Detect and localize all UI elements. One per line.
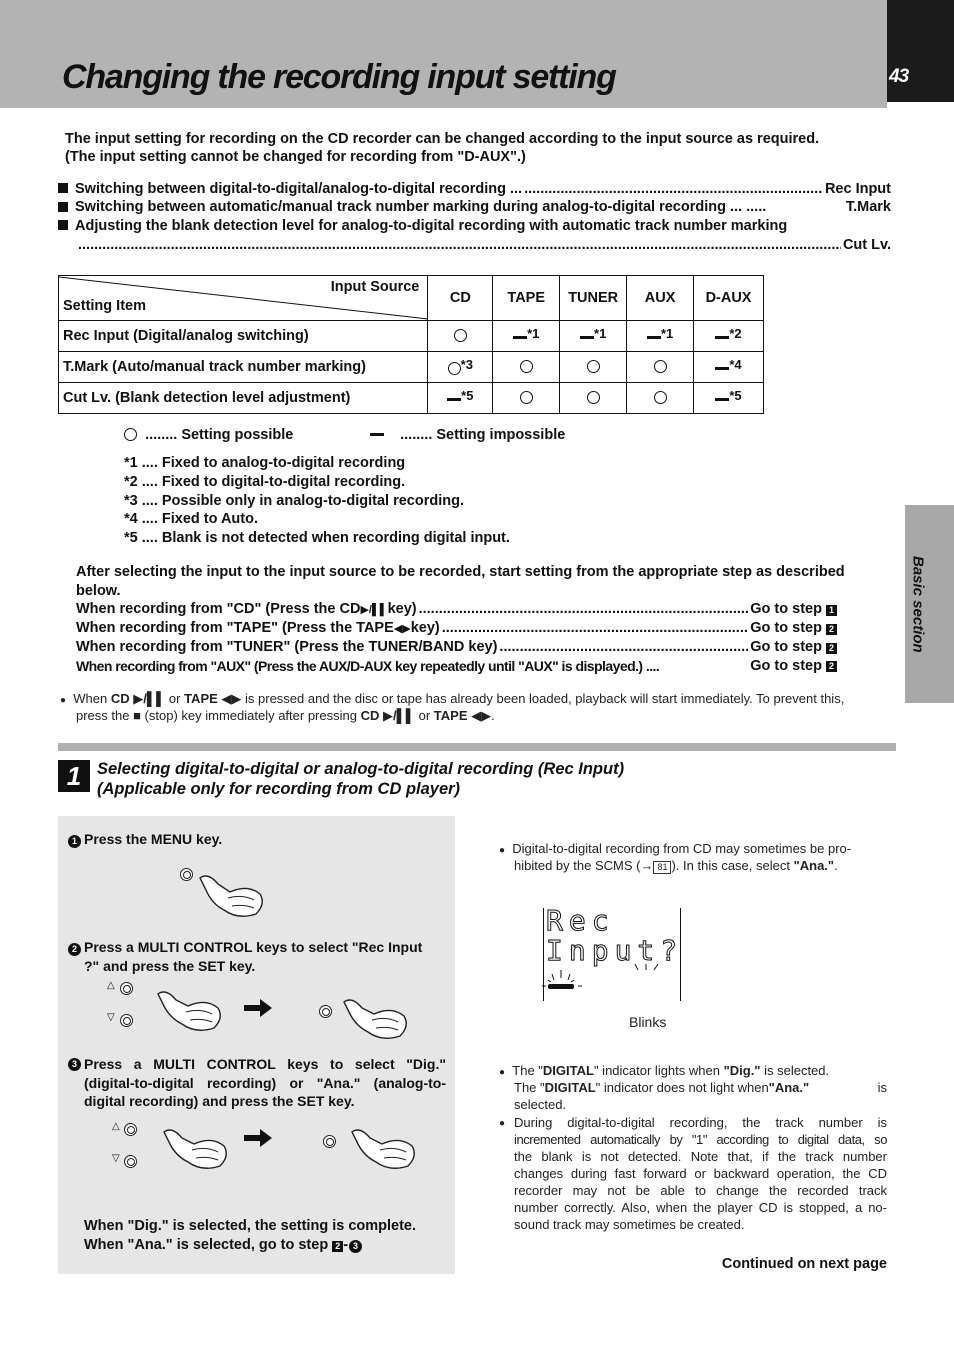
circle-icon bbox=[454, 329, 467, 342]
goto-tuner: When recording from "TUNER" (Press the TUNER/BAND key) ..... Go to step 2 bbox=[76, 639, 837, 655]
cell-footnote-ref: *4 bbox=[729, 357, 742, 372]
cell-footnote-ref: *5 bbox=[729, 388, 742, 403]
table-row bbox=[59, 352, 764, 383]
pressing-hand-icon bbox=[350, 1124, 420, 1170]
intro-line-1: The input setting for recording on the CD recorder can be changed according to the input source as required. bbox=[65, 131, 820, 147]
page-title: Changing the recording input setting bbox=[62, 58, 616, 96]
step-number-badge: 2 bbox=[332, 1241, 343, 1252]
dash-icon bbox=[715, 367, 729, 370]
circle-icon bbox=[520, 391, 533, 404]
table-cell bbox=[428, 383, 493, 414]
cell-footnote-ref: *1 bbox=[594, 326, 607, 341]
table-cell bbox=[493, 321, 560, 352]
column-header: AUX bbox=[627, 276, 694, 321]
table-cell bbox=[560, 321, 627, 352]
row-label: T.Mark (Auto/manual track number marking) bbox=[59, 352, 428, 383]
scms-note-line-1: ● Digital-to-digital recording from CD may sometimes be pro- bbox=[499, 841, 852, 856]
step-circle-number: 3 bbox=[349, 1240, 362, 1253]
table-row bbox=[59, 383, 764, 414]
down-triangle-icon: ▽ bbox=[112, 1153, 120, 1164]
settings-table bbox=[58, 275, 764, 414]
pressing-hand-icon bbox=[198, 870, 268, 920]
goto-aux: When recording from "AUX" (Press the AUX/D-AUX key repeatedly until "AUX" is displayed.) .... Go to step 2 bbox=[76, 658, 837, 674]
pressing-hand-icon bbox=[162, 1124, 232, 1170]
lcd-text: Rec Input? bbox=[546, 904, 684, 967]
circle-icon bbox=[654, 360, 667, 373]
column-header: D-AUX bbox=[694, 276, 764, 321]
arrow-right-icon bbox=[244, 1128, 274, 1148]
table-cell bbox=[493, 352, 560, 383]
corner-input-source: Input Source bbox=[330, 279, 420, 295]
step-title: Selecting digital-to-digital or analog-to-digital recording (Rec Input) (Applicable only for recording from CD player) bbox=[97, 760, 625, 798]
track-note-bullet: ● bbox=[499, 1118, 506, 1129]
up-triangle-icon: △ bbox=[112, 1121, 120, 1132]
digital-note-line-2: The " DIGITAL " indicator does not light when "Ana." is bbox=[514, 1080, 887, 1095]
dash-icon bbox=[580, 336, 594, 339]
bullet-square-icon bbox=[58, 220, 68, 230]
column-header: CD bbox=[428, 276, 493, 321]
dash-icon bbox=[370, 433, 384, 436]
arrow-right-icon bbox=[244, 998, 274, 1018]
table-cell bbox=[627, 321, 694, 352]
legend-possible: ........ Setting possible bbox=[124, 427, 293, 443]
step-circle-number: 1 bbox=[68, 835, 81, 848]
circle-icon bbox=[654, 391, 667, 404]
dash-icon bbox=[647, 336, 661, 339]
table-row bbox=[59, 321, 764, 352]
side-tab-label: Basic section bbox=[909, 555, 927, 653]
column-header: TAPE bbox=[493, 276, 560, 321]
table-cell bbox=[694, 352, 764, 383]
footnote: *4 .... Fixed to Auto. bbox=[124, 511, 258, 527]
circle-icon bbox=[520, 360, 533, 373]
page-reference: 81 bbox=[653, 861, 671, 874]
table-cell bbox=[560, 352, 627, 383]
instruction-step-1: 1 Press the MENU key. bbox=[68, 831, 222, 848]
completion-line-2: When "Ana." is selected, go to step 2 - 3 bbox=[84, 1237, 365, 1253]
intro-line-2: (The input setting cannot be changed for recording from "D-AUX".) bbox=[65, 149, 526, 165]
table-cell bbox=[428, 352, 493, 383]
table-cell bbox=[627, 352, 694, 383]
after-select-line-1: After selecting the input to the input source to be recorded, start setting from the appropriate step as described bbox=[76, 564, 845, 580]
multi-control-up-key-icon bbox=[124, 1123, 137, 1136]
table-cell bbox=[694, 383, 764, 414]
down-triangle-icon: ▽ bbox=[107, 1012, 115, 1023]
table-cell bbox=[428, 321, 493, 352]
cell-footnote-ref: *1 bbox=[527, 326, 540, 341]
step-number-badge: 2 bbox=[826, 643, 837, 654]
continued-label: Continued on next page bbox=[721, 1256, 887, 1272]
footnote: *2 .... Fixed to digital-to-digital recording. bbox=[124, 474, 406, 490]
table-cell bbox=[694, 321, 764, 352]
row-label: Rec Input (Digital/analog switching) bbox=[59, 321, 428, 352]
multi-control-down-key-icon bbox=[124, 1155, 137, 1168]
circle-icon bbox=[587, 360, 600, 373]
bullet-rec-input: Switching between digital-to-digital/analog-to-digital recording ... ..... Rec Input bbox=[58, 181, 891, 197]
digital-note-line-1: ● The "DIGITAL" indicator lights when "Dig." is selected. bbox=[499, 1063, 830, 1078]
instruction-step-2: 2 Press a MULTI CONTROL keys to select "Rec Input ?" and press the SET key. bbox=[68, 938, 422, 975]
circle-icon bbox=[587, 391, 600, 404]
track-note: During digital-to-digital recording, the track number is incremented automatically by "1" according to digital data, so the blank is not detected. Note that, if the track number changes during fast forward or backward operation, the CD recorder may not be able to change the recorded track number correctly. Also, when the player CD is stopped, a no- sound track may sometimes be created. bbox=[514, 1115, 887, 1232]
instruction-step-3: 3 Press a MULTI CONTROL keys to select "Dig." (digital-to-digital recording) or "Ana." (analog-to- digital recording) and press the SET key. bbox=[68, 1055, 446, 1111]
pressing-hand-icon bbox=[342, 994, 412, 1040]
dash-icon bbox=[715, 336, 729, 339]
table-cell bbox=[560, 383, 627, 414]
footnote: *5 .... Blank is not detected when recording digital input. bbox=[124, 530, 510, 546]
dash-icon bbox=[447, 398, 461, 401]
multi-control-up-key-icon bbox=[120, 982, 133, 995]
up-triangle-icon: △ bbox=[107, 980, 115, 991]
step-number-badge: 2 bbox=[826, 661, 837, 672]
legend-impossible: ........ Setting impossible bbox=[370, 427, 565, 443]
step-circle-number: 3 bbox=[68, 1058, 81, 1071]
blinks-label: Blinks bbox=[629, 1014, 667, 1030]
blink-indicator-icon bbox=[540, 964, 680, 998]
goto-tape: When recording from "TAPE" (Press the TAPE ◀▶ key) ..... Go to step 2 bbox=[76, 620, 837, 636]
dash-icon bbox=[715, 398, 729, 401]
completion-line-1: When "Dig." is selected, the setting is complete. bbox=[84, 1218, 417, 1234]
circle-icon bbox=[448, 362, 461, 375]
cell-footnote-ref: *3 bbox=[460, 357, 473, 372]
dash-icon bbox=[513, 336, 527, 339]
footnote: *1 .... Fixed to analog-to-digital recording bbox=[124, 455, 406, 471]
menu-key-icon bbox=[180, 868, 193, 881]
goto-cd: When recording from "CD" (Press the CD ▶/▌▌ key) ..... Go to step 1 bbox=[76, 601, 837, 617]
digital-note-line-3: selected. bbox=[514, 1097, 567, 1112]
after-select-line-2: below. bbox=[76, 583, 121, 599]
cell-footnote-ref: *2 bbox=[729, 326, 742, 341]
set-key-icon bbox=[323, 1135, 336, 1148]
page-number: 43 bbox=[889, 66, 909, 87]
scms-note-line-2: hibited by the SCMS (→ 81 ). In this case, select "Ana.". bbox=[514, 858, 838, 873]
bullet-cutlv: Adjusting the blank detection level for analog-to-digital recording with automatic track number marking bbox=[58, 218, 787, 234]
bullet-cutlv-leader: ..... Cut Lv. bbox=[78, 237, 891, 253]
footnote: *3 .... Possible only in analog-to-digital recording. bbox=[124, 493, 464, 509]
step-circle-number: 2 bbox=[68, 943, 81, 956]
circle-icon bbox=[124, 428, 137, 441]
cell-footnote-ref: *5 bbox=[461, 388, 474, 403]
step-number-badge: 1 bbox=[826, 605, 837, 616]
multi-control-down-key-icon bbox=[120, 1014, 133, 1027]
playback-note-line-1: ● When CD ▶/▌▌ or TAPE ◀▶ is pressed and the disc or tape has already been loaded, playback will start immediately. To prevent this, bbox=[60, 691, 845, 706]
corner-setting-item: Setting Item bbox=[63, 298, 146, 314]
playback-note-line-2: press the ■ (stop) key immediately after pressing CD ▶/▌▌ or TAPE ◀▶. bbox=[76, 708, 495, 723]
step-badge: 1 bbox=[58, 760, 90, 792]
cell-footnote-ref: *1 bbox=[660, 326, 674, 341]
step-number-badge: 2 bbox=[826, 624, 837, 635]
table-cell bbox=[493, 383, 560, 414]
bullet-square-icon bbox=[58, 202, 68, 212]
section-rule bbox=[58, 743, 896, 751]
column-header: TUNER bbox=[560, 276, 627, 321]
set-key-icon bbox=[319, 1005, 332, 1018]
bullet-tmark: Switching between automatic/manual track number marking during analog-to-digital recording ... ..... T.Mark bbox=[58, 199, 891, 215]
row-label: Cut Lv. (Blank detection level adjustment) bbox=[59, 383, 428, 414]
table-corner-cell bbox=[59, 276, 428, 321]
table-cell bbox=[627, 383, 694, 414]
pressing-hand-icon bbox=[156, 986, 226, 1032]
bullet-square-icon bbox=[58, 183, 68, 193]
